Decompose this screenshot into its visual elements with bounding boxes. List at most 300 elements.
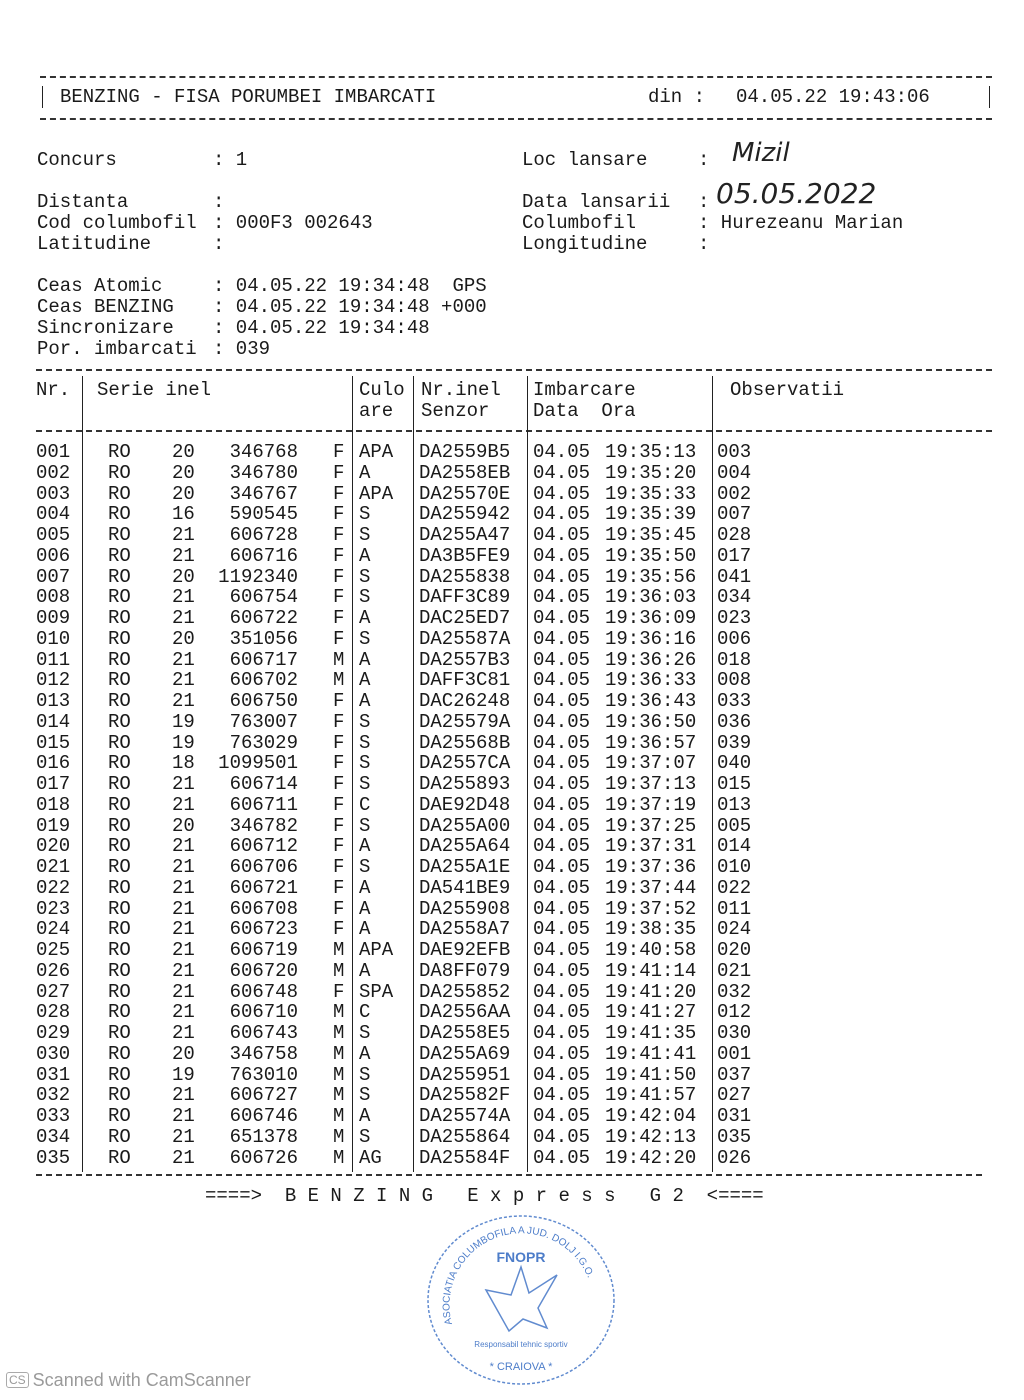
row-year: 20 (172, 1042, 195, 1065)
col-header-serie: Serie inel (97, 379, 212, 401)
row-ring-number: 590545 (229, 503, 298, 526)
row-time: 19:36:09 (605, 607, 697, 629)
row-observatii: 011 (717, 897, 752, 920)
row-nr: 028 (36, 1001, 71, 1024)
row-country: RO (108, 710, 131, 733)
stamp-outer-text: ASOCIATIA COLUMBOFILA A JUD. DOLJ I.G.O. (441, 1225, 596, 1326)
table-row (0, 899, 1024, 919)
row-year: 21 (172, 856, 195, 878)
row-observatii: 028 (717, 524, 752, 546)
row-observatii: 041 (717, 565, 752, 588)
row-time: 19:38:35 (605, 918, 697, 941)
row-nr: 034 (36, 1125, 71, 1148)
data-lansarii-sep: : (698, 191, 710, 213)
row-year: 21 (172, 586, 195, 609)
col-header-culoare-2: are (359, 400, 394, 422)
row-nr: 012 (36, 669, 71, 692)
row-ring-number: 606723 (229, 918, 298, 941)
row-observatii: 002 (717, 482, 752, 505)
row-date: 04.05 (533, 856, 591, 878)
row-nr: 010 (36, 627, 71, 650)
row-year: 21 (172, 648, 195, 671)
row-sensor: DAE92D48 (419, 793, 511, 816)
row-sensor: DA255864 (419, 1125, 511, 1148)
row-year: 21 (172, 939, 195, 961)
row-country: RO (108, 773, 131, 795)
row-observatii: 026 (717, 1146, 752, 1169)
row-nr: 019 (36, 814, 71, 837)
row-date: 04.05 (533, 1022, 591, 1044)
row-ring-number: 606754 (229, 586, 298, 609)
data-lansarii-handwritten: 05.05.2022 (716, 177, 877, 210)
row-year: 21 (172, 1105, 195, 1127)
row-time: 19:37:25 (605, 814, 697, 837)
row-nr: 018 (36, 793, 71, 816)
row-nr: 029 (36, 1022, 71, 1044)
table-row (0, 1085, 1024, 1105)
distanta-label: Distanta (37, 191, 129, 213)
row-sensor: DAFF3C89 (419, 586, 511, 609)
row-sex: F (333, 752, 345, 775)
row-country: RO (108, 980, 131, 1003)
row-nr: 021 (36, 856, 71, 878)
row-observatii: 020 (717, 939, 752, 961)
row-sex: F (333, 441, 345, 463)
row-country: RO (108, 814, 131, 837)
table-row (0, 1106, 1024, 1126)
row-ring-number: 606746 (229, 1105, 298, 1127)
row-year: 21 (172, 690, 195, 712)
row-sex: F (333, 586, 345, 609)
row-date: 04.05 (533, 835, 591, 858)
row-color: A (359, 669, 371, 692)
row-sensor: DA3B5FE9 (419, 544, 511, 567)
table-row (0, 919, 1024, 939)
row-ring-number: 606716 (229, 544, 298, 567)
row-ring-number: 606726 (229, 1146, 298, 1169)
row-time: 19:37:52 (605, 897, 697, 920)
row-date: 04.05 (533, 544, 591, 567)
row-sensor: DA255951 (419, 1063, 511, 1086)
row-country: RO (108, 918, 131, 941)
stamp-inner-text: Responsabil tehnic sportiv (474, 1340, 568, 1349)
row-year: 21 (172, 897, 195, 920)
row-time: 19:37:07 (605, 752, 697, 775)
row-color: S (359, 1063, 371, 1086)
row-observatii: 017 (717, 544, 752, 567)
row-ring-number: 1099501 (218, 752, 298, 775)
row-nr: 032 (36, 1084, 71, 1107)
table-row (0, 961, 1024, 981)
row-date: 04.05 (533, 752, 591, 775)
row-year: 16 (172, 503, 195, 526)
row-year: 21 (172, 1001, 195, 1024)
row-ring-number: 606710 (229, 1001, 298, 1024)
row-country: RO (108, 544, 131, 567)
row-date: 04.05 (533, 959, 591, 982)
stamp-fnopr: FNOPR (496, 1249, 546, 1265)
row-year: 21 (172, 1022, 195, 1044)
row-sensor: DA255893 (419, 773, 511, 795)
row-observatii: 001 (717, 1042, 752, 1065)
row-ring-number: 606719 (229, 939, 298, 961)
row-sensor: DA2558EB (419, 461, 511, 484)
row-date: 04.05 (533, 524, 591, 546)
table-row (0, 587, 1024, 607)
sincronizare-label: Sincronizare (37, 317, 174, 339)
row-observatii: 022 (717, 876, 752, 899)
row-color: A (359, 1042, 371, 1065)
table-row (0, 629, 1024, 649)
table-row (0, 1044, 1024, 1064)
table-row (0, 1002, 1024, 1022)
row-time: 19:35:56 (605, 565, 697, 588)
row-observatii: 032 (717, 980, 752, 1003)
row-country: RO (108, 1042, 131, 1065)
row-sex: M (333, 1125, 345, 1148)
table-row (0, 712, 1024, 732)
row-date: 04.05 (533, 1063, 591, 1086)
row-ring-number: 346780 (229, 461, 298, 484)
row-sensor: DA541BE9 (419, 876, 511, 899)
row-color: A (359, 918, 371, 941)
row-country: RO (108, 503, 131, 526)
row-date: 04.05 (533, 1105, 591, 1127)
row-sex: F (333, 731, 345, 754)
table-row (0, 608, 1024, 628)
row-sensor: DA25582F (419, 1084, 511, 1107)
header-left-border (42, 86, 43, 108)
row-nr: 033 (36, 1105, 71, 1127)
row-observatii: 027 (717, 1084, 752, 1107)
row-nr: 014 (36, 710, 71, 733)
table-bottom-rule (36, 1174, 982, 1176)
porumbei-imbarcati-value: : 039 (213, 338, 271, 360)
row-sensor: DA25579A (419, 710, 511, 733)
row-sensor: DA255A64 (419, 835, 511, 858)
row-year: 18 (172, 752, 195, 775)
row-sex: F (333, 814, 345, 837)
row-country: RO (108, 1001, 131, 1024)
row-time: 19:41:20 (605, 980, 697, 1003)
row-year: 19 (172, 1063, 195, 1086)
row-country: RO (108, 793, 131, 816)
row-country: RO (108, 752, 131, 775)
row-date: 04.05 (533, 607, 591, 629)
row-sex: M (333, 1105, 345, 1127)
row-time: 19:35:13 (605, 441, 697, 463)
row-year: 21 (172, 544, 195, 567)
row-year: 20 (172, 627, 195, 650)
row-nr: 005 (36, 524, 71, 546)
row-time: 19:35:33 (605, 482, 697, 505)
table-row (0, 484, 1024, 504)
row-ring-number: 606748 (229, 980, 298, 1003)
row-sensor: DA2557B3 (419, 648, 511, 671)
row-observatii: 036 (717, 710, 752, 733)
row-nr: 009 (36, 607, 71, 629)
col-header-senzor-2: Senzor (421, 400, 490, 422)
row-sensor: DA25587A (419, 627, 511, 650)
row-color: A (359, 648, 371, 671)
row-color: APA (359, 441, 394, 463)
row-time: 19:36:33 (605, 669, 697, 692)
header-right-border (989, 86, 990, 108)
row-year: 21 (172, 876, 195, 899)
concurs-value: : 1 (213, 149, 248, 171)
table-row (0, 1023, 1024, 1043)
row-ring-number: 606743 (229, 1022, 298, 1044)
row-observatii: 003 (717, 441, 752, 463)
row-sex: F (333, 503, 345, 526)
row-year: 20 (172, 565, 195, 588)
row-time: 19:37:13 (605, 773, 697, 795)
row-color: S (359, 627, 371, 650)
row-ring-number: 651378 (229, 1125, 298, 1148)
row-sex: M (333, 1146, 345, 1169)
row-country: RO (108, 482, 131, 505)
camscanner-logo-icon: CS (6, 1372, 29, 1388)
row-sex: F (333, 897, 345, 920)
row-ring-number: 606721 (229, 876, 298, 899)
table-row (0, 982, 1024, 1002)
table-row (0, 753, 1024, 773)
row-time: 19:37:44 (605, 876, 697, 899)
row-year: 21 (172, 669, 195, 692)
row-country: RO (108, 897, 131, 920)
row-sensor: DA255A00 (419, 814, 511, 837)
row-observatii: 007 (717, 503, 752, 526)
row-color: S (359, 773, 371, 795)
row-time: 19:41:50 (605, 1063, 697, 1086)
row-color: S (359, 503, 371, 526)
row-time: 19:36:03 (605, 586, 697, 609)
row-country: RO (108, 1125, 131, 1148)
row-nr: 007 (36, 565, 71, 588)
row-year: 21 (172, 773, 195, 795)
row-color: S (359, 565, 371, 588)
camscanner-text: Scanned with CamScanner (32, 1370, 251, 1390)
table-row (0, 1127, 1024, 1147)
table-row (0, 670, 1024, 690)
row-ring-number: 606728 (229, 524, 298, 546)
row-sex: F (333, 835, 345, 858)
row-ring-number: 606750 (229, 690, 298, 712)
data-lansarii-label: Data lansarii (522, 191, 671, 213)
row-color: A (359, 959, 371, 982)
concurs-label: Concurs (37, 149, 117, 171)
loc-lansare-handwritten: Mizil (732, 138, 790, 168)
row-year: 20 (172, 814, 195, 837)
row-country: RO (108, 648, 131, 671)
table-row (0, 795, 1024, 815)
row-ring-number: 606727 (229, 1084, 298, 1107)
page-title: BENZING - FISA PORUMBEI IMBARCATI (60, 86, 437, 108)
row-time: 19:41:27 (605, 1001, 697, 1024)
row-time: 19:36:57 (605, 731, 697, 754)
row-country: RO (108, 835, 131, 858)
row-sex: F (333, 607, 345, 629)
row-color: A (359, 544, 371, 567)
row-date: 04.05 (533, 669, 591, 692)
row-country: RO (108, 1105, 131, 1127)
stamp-city-text: * CRAIOVA * (489, 1361, 553, 1373)
row-sex: M (333, 1042, 345, 1065)
row-sensor: DAC26248 (419, 690, 511, 712)
row-sex: F (333, 918, 345, 941)
row-country: RO (108, 876, 131, 899)
row-date: 04.05 (533, 814, 591, 837)
row-observatii: 018 (717, 648, 752, 671)
row-country: RO (108, 586, 131, 609)
row-observatii: 012 (717, 1001, 752, 1024)
table-row (0, 546, 1024, 566)
row-time: 19:41:41 (605, 1042, 697, 1065)
row-sensor: DA255852 (419, 980, 511, 1003)
row-sex: F (333, 710, 345, 733)
row-sex: F (333, 690, 345, 712)
row-country: RO (108, 441, 131, 463)
ceas-benzing-value: : 04.05.22 19:34:48 +000 (213, 296, 487, 318)
columbofil-value: : Hurezeanu Marian (698, 212, 904, 234)
row-observatii: 037 (717, 1063, 752, 1086)
row-sensor: DAC25ED7 (419, 607, 511, 629)
row-sensor: DA25584F (419, 1146, 511, 1169)
cod-columbofil-label: Cod columbofil (37, 212, 197, 234)
row-year: 21 (172, 980, 195, 1003)
row-observatii: 010 (717, 856, 752, 878)
row-date: 04.05 (533, 793, 591, 816)
row-sensor: DA255A1E (419, 856, 511, 878)
row-sex: F (333, 773, 345, 795)
table-row (0, 1148, 1024, 1168)
row-ring-number: 346758 (229, 1042, 298, 1065)
row-date: 04.05 (533, 1042, 591, 1065)
row-year: 21 (172, 1125, 195, 1148)
row-observatii: 035 (717, 1125, 752, 1148)
row-year: 19 (172, 731, 195, 754)
row-sex: M (333, 1001, 345, 1024)
header-top-rule (40, 76, 992, 78)
table-row (0, 857, 1024, 877)
row-color: A (359, 461, 371, 484)
row-nr: 024 (36, 918, 71, 941)
row-time: 19:37:31 (605, 835, 697, 858)
row-date: 04.05 (533, 461, 591, 484)
row-time: 19:40:58 (605, 939, 697, 961)
col-header-imbarcare-1: Imbarcare (533, 379, 636, 401)
table-row (0, 525, 1024, 545)
row-time: 19:41:14 (605, 959, 697, 982)
row-ring-number: 346767 (229, 482, 298, 505)
cod-columbofil-value: : 000F3 002643 (213, 212, 373, 234)
row-ring-number: 351056 (229, 627, 298, 650)
footer-banner: ====> B E N Z I N G E x p r e s s G 2 <==== (205, 1185, 764, 1207)
row-observatii: 024 (717, 918, 752, 941)
row-time: 19:41:35 (605, 1022, 697, 1044)
table-row (0, 691, 1024, 711)
row-ring-number: 346768 (229, 441, 298, 463)
row-nr: 022 (36, 876, 71, 899)
row-observatii: 004 (717, 461, 752, 484)
row-color: S (359, 1022, 371, 1044)
col-header-nr: Nr. (36, 379, 71, 401)
table-top-rule (36, 369, 992, 371)
row-ring-number: 763007 (229, 710, 298, 733)
row-year: 21 (172, 793, 195, 816)
row-sex: F (333, 856, 345, 878)
table-row (0, 878, 1024, 898)
longitudine-value: : (698, 233, 710, 255)
row-sensor: DA8FF079 (419, 959, 511, 982)
row-year: 21 (172, 1084, 195, 1107)
table-row (0, 1065, 1024, 1085)
row-date: 04.05 (533, 876, 591, 899)
row-color: S (359, 814, 371, 837)
ceas-atomic-value: : 04.05.22 19:34:48 GPS (213, 275, 487, 297)
row-date: 04.05 (533, 939, 591, 961)
row-observatii: 008 (717, 669, 752, 692)
row-sensor: DA2558A7 (419, 918, 511, 941)
row-nr: 011 (36, 648, 71, 671)
row-nr: 006 (36, 544, 71, 567)
row-date: 04.05 (533, 710, 591, 733)
row-sex: M (333, 1063, 345, 1086)
row-time: 19:42:04 (605, 1105, 697, 1127)
row-ring-number: 606708 (229, 897, 298, 920)
row-country: RO (108, 1022, 131, 1044)
row-observatii: 031 (717, 1105, 752, 1127)
row-year: 20 (172, 461, 195, 484)
row-year: 20 (172, 482, 195, 505)
row-color: APA (359, 939, 394, 961)
row-country: RO (108, 607, 131, 629)
row-sex: F (333, 980, 345, 1003)
table-row (0, 940, 1024, 960)
row-time: 19:36:26 (605, 648, 697, 671)
row-ring-number: 606720 (229, 959, 298, 982)
row-time: 19:36:16 (605, 627, 697, 650)
row-nr: 023 (36, 897, 71, 920)
row-nr: 013 (36, 690, 71, 712)
row-sex: M (333, 648, 345, 671)
row-country: RO (108, 669, 131, 692)
row-date: 04.05 (533, 586, 591, 609)
row-year: 20 (172, 441, 195, 463)
row-ring-number: 606717 (229, 648, 298, 671)
row-year: 21 (172, 524, 195, 546)
row-color: S (359, 752, 371, 775)
row-nr: 026 (36, 959, 71, 982)
row-ring-number: 763029 (229, 731, 298, 754)
row-date: 04.05 (533, 731, 591, 754)
row-country: RO (108, 690, 131, 712)
row-nr: 030 (36, 1042, 71, 1065)
loc-lansare-label: Loc lansare (522, 149, 648, 171)
row-time: 19:42:13 (605, 1125, 697, 1148)
row-color: S (359, 524, 371, 546)
row-ring-number: 606711 (229, 793, 298, 816)
row-country: RO (108, 731, 131, 754)
row-nr: 017 (36, 773, 71, 795)
row-time: 19:36:43 (605, 690, 697, 712)
row-color: A (359, 1105, 371, 1127)
row-date: 04.05 (533, 1125, 591, 1148)
association-stamp (424, 1212, 619, 1387)
row-country: RO (108, 1084, 131, 1107)
print-date-value: 04.05.22 19:43:06 (736, 86, 930, 108)
row-sensor: DA2559B5 (419, 441, 511, 463)
